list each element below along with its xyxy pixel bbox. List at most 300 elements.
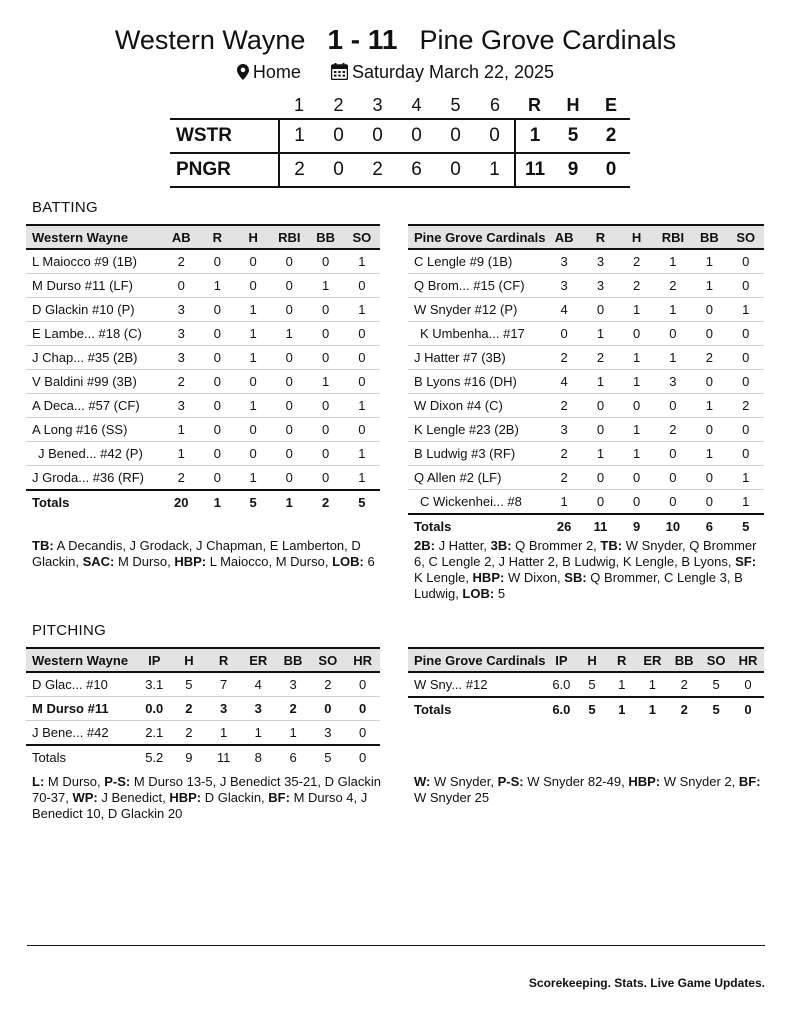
stat-cell: 1: [637, 672, 669, 697]
stat-cell: 1: [199, 274, 235, 298]
stat-cell: 1: [691, 249, 727, 274]
note-text: J Hatter,: [434, 538, 491, 553]
inning-header: 6: [489, 94, 500, 115]
stat-cell: 2: [546, 394, 582, 418]
total-cell: 6: [691, 514, 727, 538]
stat-cell: 0: [582, 490, 618, 515]
stat-cell: 0: [619, 466, 655, 490]
hits-header: H: [566, 94, 580, 115]
home-pitching-notes: [414, 774, 766, 806]
stat-cell: 0: [691, 490, 727, 515]
stat-cell: 2: [172, 721, 207, 746]
note-label: HBP:: [628, 774, 661, 789]
stat-cell: 6.0: [546, 672, 578, 697]
note-text: M Durso,: [44, 774, 105, 789]
total-errors: 2: [605, 125, 617, 146]
stat-cell: 2: [619, 274, 655, 298]
stat-cell: 0: [235, 249, 271, 274]
player-name: D Glackin #10 (P): [26, 298, 163, 322]
player-row: [408, 672, 764, 697]
note-text: W Snyder 82-49,: [523, 774, 629, 789]
stat-cell: 0: [728, 322, 764, 346]
stat-cell: 0: [271, 274, 307, 298]
stat-column-header: R: [206, 648, 241, 672]
totals-label: Totals: [408, 697, 546, 721]
stat-cell: 1: [235, 322, 271, 346]
note-text: D Glackin,: [201, 790, 269, 805]
stat-cell: 0: [307, 418, 343, 442]
stat-cell: 7: [206, 672, 241, 697]
stat-cell: 0: [582, 394, 618, 418]
stat-cell: 0: [344, 346, 380, 370]
stat-cell: 0: [235, 442, 271, 466]
inning-runs: 0: [411, 125, 422, 146]
stat-cell: 0: [619, 322, 655, 346]
player-name: J Groda... #36 (RF): [26, 466, 163, 491]
stat-cell: 0: [344, 322, 380, 346]
stat-cell: 2: [310, 672, 345, 697]
inning-runs: 0: [450, 125, 461, 146]
stat-cell: 1: [241, 721, 276, 746]
stat-cell: 0: [582, 418, 618, 442]
stat-column-header: BB: [691, 225, 727, 249]
player-name: A Deca... #57 (CF): [26, 394, 163, 418]
game-date: Saturday March 22, 2025: [351, 62, 555, 82]
team-column-header: Western Wayne: [26, 648, 137, 672]
stat-cell: 0: [582, 298, 618, 322]
total-cell: 2: [307, 490, 343, 514]
total-cell: 2: [668, 697, 700, 721]
player-name: L Maiocco #9 (1B): [26, 249, 163, 274]
stat-cell: 2: [172, 697, 207, 721]
stat-cell: 3: [582, 249, 618, 274]
stat-cell: 0: [271, 442, 307, 466]
stat-cell: 1: [344, 466, 380, 491]
stat-cell: 0: [344, 274, 380, 298]
player-row: [408, 322, 764, 346]
player-name: B Ludwig #3 (RF): [408, 442, 546, 466]
stat-cell: 0: [582, 466, 618, 490]
player-name: Q Allen #2 (LF): [408, 466, 546, 490]
total-runs: 1: [515, 119, 554, 153]
stat-cell: 2: [691, 346, 727, 370]
stat-cell: 0: [344, 370, 380, 394]
stat-cell: 4: [241, 672, 276, 697]
inning-runs: 2: [372, 159, 383, 180]
stat-cell: 0: [307, 466, 343, 491]
stat-cell: 0: [235, 418, 271, 442]
stat-cell: 0: [691, 418, 727, 442]
note-label: SB:: [564, 570, 587, 585]
total-cell: 1: [637, 697, 669, 721]
total-cell: 9: [619, 514, 655, 538]
stat-cell: 0: [345, 721, 380, 746]
table-header-row: [408, 225, 764, 249]
note-label: BF:: [738, 774, 761, 789]
stat-cell: 0: [619, 394, 655, 418]
player-name: W Sny... #12: [408, 672, 546, 697]
stat-cell: 0: [691, 298, 727, 322]
stat-cell: 1: [728, 298, 764, 322]
note-label: P-S:: [104, 774, 131, 789]
stat-cell: 0: [199, 466, 235, 491]
stat-cell: 0: [271, 466, 307, 491]
note-text: Q Brommer, C Lengle 3, B Ludwig,: [414, 570, 743, 601]
stat-column-header: HR: [345, 648, 380, 672]
stat-column-header: ER: [241, 648, 276, 672]
stat-cell: 0: [235, 370, 271, 394]
note-text: J Benedict,: [97, 790, 170, 805]
linescore-table: [170, 92, 630, 188]
player-row: [408, 490, 764, 515]
stat-cell: 1: [307, 370, 343, 394]
player-row: [26, 394, 380, 418]
note-text: M Durso 13-5, J Benedict 35-21, D Glackin 70-37,: [32, 774, 381, 805]
game-info: [0, 62, 791, 85]
totals-label: Totals: [408, 514, 546, 538]
stat-cell: 1: [235, 346, 271, 370]
stat-cell: 4: [546, 298, 582, 322]
errors-header: E: [604, 94, 617, 115]
stat-cell: 1: [235, 394, 271, 418]
player-row: [26, 346, 380, 370]
linescore-row-home: [170, 153, 630, 187]
player-row: [26, 672, 380, 697]
stat-cell: 1: [691, 442, 727, 466]
stat-cell: 0: [691, 370, 727, 394]
total-cell: 6: [276, 745, 311, 769]
stat-cell: 0: [655, 442, 692, 466]
player-name: D Glac... #10: [26, 672, 137, 697]
stat-column-header: IP: [546, 648, 578, 672]
stat-column-header: AB: [546, 225, 582, 249]
team-abbr: PNGR: [176, 159, 231, 180]
away-pitching-notes: [32, 774, 384, 822]
stat-cell: 1: [582, 322, 618, 346]
stat-cell: 1: [344, 298, 380, 322]
total-cell: 5.2: [137, 745, 172, 769]
stat-cell: 0: [199, 249, 235, 274]
player-name: J Hatter #7 (3B): [408, 346, 546, 370]
stat-column-header: H: [577, 648, 607, 672]
inning-runs: 2: [279, 153, 319, 187]
total-cell: 1: [271, 490, 307, 514]
player-row: [26, 721, 380, 746]
stat-cell: 2: [582, 346, 618, 370]
stat-cell: 3: [546, 249, 582, 274]
stat-cell: 0: [345, 697, 380, 721]
stat-cell: 3: [546, 418, 582, 442]
total-cell: 20: [163, 490, 199, 514]
total-cell: 11: [206, 745, 241, 769]
note-text: W Snyder,: [430, 774, 498, 789]
stat-cell: 0: [163, 274, 199, 298]
player-row: [408, 249, 764, 274]
stat-cell: 0: [307, 322, 343, 346]
totals-row: [26, 490, 380, 514]
stat-cell: 0: [655, 466, 692, 490]
note-text: K Lengle,: [414, 570, 473, 585]
stat-cell: 1: [691, 274, 727, 298]
home-batting-box: [408, 224, 764, 538]
stat-cell: 1: [619, 298, 655, 322]
stat-column-header: RBI: [655, 225, 692, 249]
player-row: [26, 274, 380, 298]
stat-cell: 1: [619, 370, 655, 394]
player-name: V Baldini #99 (3B): [26, 370, 163, 394]
stat-cell: 3: [655, 370, 692, 394]
note-label: LOB:: [332, 554, 364, 569]
player-name: C Wickenhei... #8: [408, 490, 546, 515]
stat-cell: 1: [163, 442, 199, 466]
stat-cell: 0: [655, 394, 692, 418]
stat-cell: 0: [199, 346, 235, 370]
inning-runs: 6: [411, 159, 422, 180]
stat-cell: 1: [728, 490, 764, 515]
note-text: 5: [494, 586, 506, 601]
stat-column-header: R: [582, 225, 618, 249]
player-name: B Lyons #16 (DH): [408, 370, 546, 394]
stat-cell: 1: [276, 721, 311, 746]
total-cell: 26: [546, 514, 582, 538]
location-pin-icon: [237, 64, 249, 85]
table-header-row: [26, 648, 380, 672]
stat-cell: 1: [655, 298, 692, 322]
final-score: 1 - 11: [327, 24, 398, 55]
player-name: J Chap... #35 (2B): [26, 346, 163, 370]
total-cell: 5: [235, 490, 271, 514]
player-name: Q Brom... #15 (CF): [408, 274, 546, 298]
pitching-table: [26, 647, 380, 769]
stat-cell: 0: [199, 322, 235, 346]
stat-cell: 1: [344, 394, 380, 418]
pitching-section-title: PITCHING: [32, 622, 107, 639]
note-label: HBP:: [174, 554, 207, 569]
stat-cell: 3: [206, 697, 241, 721]
stat-cell: 3: [163, 346, 199, 370]
player-row: [26, 298, 380, 322]
pitching-table: [408, 647, 764, 721]
total-cell: 0: [345, 745, 380, 769]
stat-cell: 0: [271, 346, 307, 370]
note-text: W Dixon,: [504, 570, 565, 585]
totals-label: Totals: [26, 745, 137, 769]
stat-cell: 2: [163, 466, 199, 491]
inning-runs: 0: [450, 159, 461, 180]
player-row: [26, 370, 380, 394]
game-header: [0, 24, 791, 56]
note-label: P-S:: [497, 774, 524, 789]
stat-cell: 3: [163, 394, 199, 418]
stat-cell: 0.0: [137, 697, 172, 721]
stat-cell: 1: [235, 298, 271, 322]
stat-cell: 2.1: [137, 721, 172, 746]
stat-cell: 0: [732, 672, 764, 697]
stat-cell: 0: [655, 490, 692, 515]
stat-cell: 0: [310, 697, 345, 721]
player-name: W Snyder #12 (P): [408, 298, 546, 322]
table-header-row: [26, 225, 380, 249]
away-batting-box: [26, 224, 380, 514]
stat-cell: 0: [307, 442, 343, 466]
player-row: [408, 394, 764, 418]
note-text: Q Brommer 2,: [511, 538, 601, 553]
stat-column-header: R: [607, 648, 637, 672]
stat-cell: 0: [271, 418, 307, 442]
stat-cell: 1: [344, 249, 380, 274]
stat-cell: 0: [728, 249, 764, 274]
stat-column-header: H: [619, 225, 655, 249]
stat-cell: 1: [728, 466, 764, 490]
stat-cell: 0: [728, 274, 764, 298]
note-label: W:: [414, 774, 431, 789]
stat-cell: 1: [206, 721, 241, 746]
stat-cell: 0: [345, 672, 380, 697]
stat-cell: 0: [619, 490, 655, 515]
stat-cell: 0: [199, 370, 235, 394]
stat-column-header: SO: [310, 648, 345, 672]
stat-cell: 5: [172, 672, 207, 697]
stat-cell: 0: [728, 346, 764, 370]
stat-cell: 0: [546, 322, 582, 346]
stat-cell: 1: [607, 672, 637, 697]
calendar-icon: [331, 63, 348, 85]
totals-row: [408, 697, 764, 721]
stat-cell: 0: [235, 274, 271, 298]
inning-runs: 0: [372, 125, 383, 146]
total-runs: 11: [515, 153, 554, 187]
stat-cell: 3: [163, 322, 199, 346]
total-cell: 1: [607, 697, 637, 721]
note-label: L:: [32, 774, 45, 789]
note-text: 6: [363, 554, 375, 569]
inning-header: 1: [293, 94, 304, 115]
batting-table: [408, 224, 764, 538]
note-text: L Maiocco, M Durso,: [206, 554, 333, 569]
stat-cell: 0: [271, 249, 307, 274]
stat-cell: 2: [619, 249, 655, 274]
player-name: M Durso #11: [26, 697, 137, 721]
stat-cell: 1: [582, 442, 618, 466]
player-row: [408, 346, 764, 370]
stat-cell: 0: [199, 298, 235, 322]
player-name: K Lengle #23 (2B): [408, 418, 546, 442]
total-cell: 9: [172, 745, 207, 769]
stat-cell: 2: [546, 346, 582, 370]
stat-cell: 0: [307, 346, 343, 370]
stat-cell: 0: [728, 418, 764, 442]
stat-cell: 3: [310, 721, 345, 746]
note-label: HBP:: [472, 570, 505, 585]
total-cell: 5: [310, 745, 345, 769]
stat-cell: 1: [271, 322, 307, 346]
away-batting-notes: [32, 538, 384, 570]
total-cell: 10: [655, 514, 692, 538]
stat-cell: 0: [691, 322, 727, 346]
player-name: C Lengle #9 (1B): [408, 249, 546, 274]
stat-column-header: SO: [728, 225, 764, 249]
player-row: [26, 442, 380, 466]
note-label: TB:: [32, 538, 54, 553]
stat-cell: 1: [619, 442, 655, 466]
inning-runs: 1: [279, 119, 319, 153]
batting-table: [26, 224, 380, 514]
away-team-name: Western Wayne: [114, 25, 306, 55]
footer-divider: [27, 945, 765, 946]
stat-cell: 2: [655, 418, 692, 442]
total-hits: 5: [567, 125, 579, 146]
inning-header: 4: [411, 94, 422, 115]
stat-cell: 3: [582, 274, 618, 298]
batting-section-title: BATTING: [32, 199, 98, 216]
stat-column-header: BB: [668, 648, 700, 672]
note-text: W Snyder 2,: [660, 774, 739, 789]
footer-tagline: Scorekeeping. Stats. Live Game Updates.: [528, 976, 765, 990]
player-name: J Bene... #42: [26, 721, 137, 746]
inning-header: 5: [450, 94, 461, 115]
inning-runs: 0: [333, 159, 344, 180]
stat-cell: 1: [163, 418, 199, 442]
stat-cell: 0: [199, 394, 235, 418]
stat-cell: 1: [546, 490, 582, 515]
linescore-row-away: [170, 119, 630, 153]
stat-column-header: SO: [344, 225, 380, 249]
total-hits: 9: [567, 159, 579, 180]
player-row: [408, 442, 764, 466]
note-text: A Decandis, J Grodack, J Chapman, E Lamberton, D Glackin,: [32, 538, 361, 569]
stat-cell: 0: [728, 370, 764, 394]
note-label: SAC:: [82, 554, 115, 569]
total-errors: 0: [605, 159, 617, 180]
note-text: M Durso 4, J Benedict 10, D Glackin 20: [32, 790, 368, 821]
stat-column-header: AB: [163, 225, 199, 249]
stat-cell: 2: [163, 370, 199, 394]
stat-cell: 1: [619, 346, 655, 370]
stat-cell: 0: [728, 442, 764, 466]
stat-cell: 3: [241, 697, 276, 721]
player-row: [26, 466, 380, 491]
runs-header: R: [528, 94, 541, 115]
totals-label: Totals: [26, 490, 163, 514]
note-text: M Durso,: [114, 554, 175, 569]
note-label: TB:: [600, 538, 623, 553]
stat-column-header: IP: [137, 648, 172, 672]
home-team-name: Pine Grove Cardinals: [419, 25, 677, 55]
note-label: LOB:: [462, 586, 495, 601]
inning-runs: 1: [489, 159, 500, 180]
game-location: Home: [252, 62, 301, 82]
player-name: J Bened... #42 (P): [26, 442, 163, 466]
away-pitching-box: [26, 647, 380, 769]
stat-cell: 3: [546, 274, 582, 298]
stat-cell: 0: [271, 298, 307, 322]
stat-column-header: HR: [732, 648, 764, 672]
player-name: E Lambe... #18 (C): [26, 322, 163, 346]
stat-cell: 0: [199, 418, 235, 442]
player-name: M Durso #11 (LF): [26, 274, 163, 298]
stat-cell: 2: [668, 672, 700, 697]
note-label: 2B:: [414, 538, 435, 553]
stat-cell: 0: [307, 249, 343, 274]
note-label: HBP:: [169, 790, 202, 805]
team-column-header: Pine Grove Cardinals: [408, 225, 546, 249]
stat-column-header: BB: [307, 225, 343, 249]
stat-cell: 2: [163, 249, 199, 274]
stat-column-header: ER: [637, 648, 669, 672]
player-row: [408, 418, 764, 442]
note-text: W Snyder, Q Brommer 6, C Lengle 2, J Hatter 2, B Ludwig, K Lengle, B Lyons,: [414, 538, 757, 569]
home-pitching-box: [408, 647, 764, 721]
